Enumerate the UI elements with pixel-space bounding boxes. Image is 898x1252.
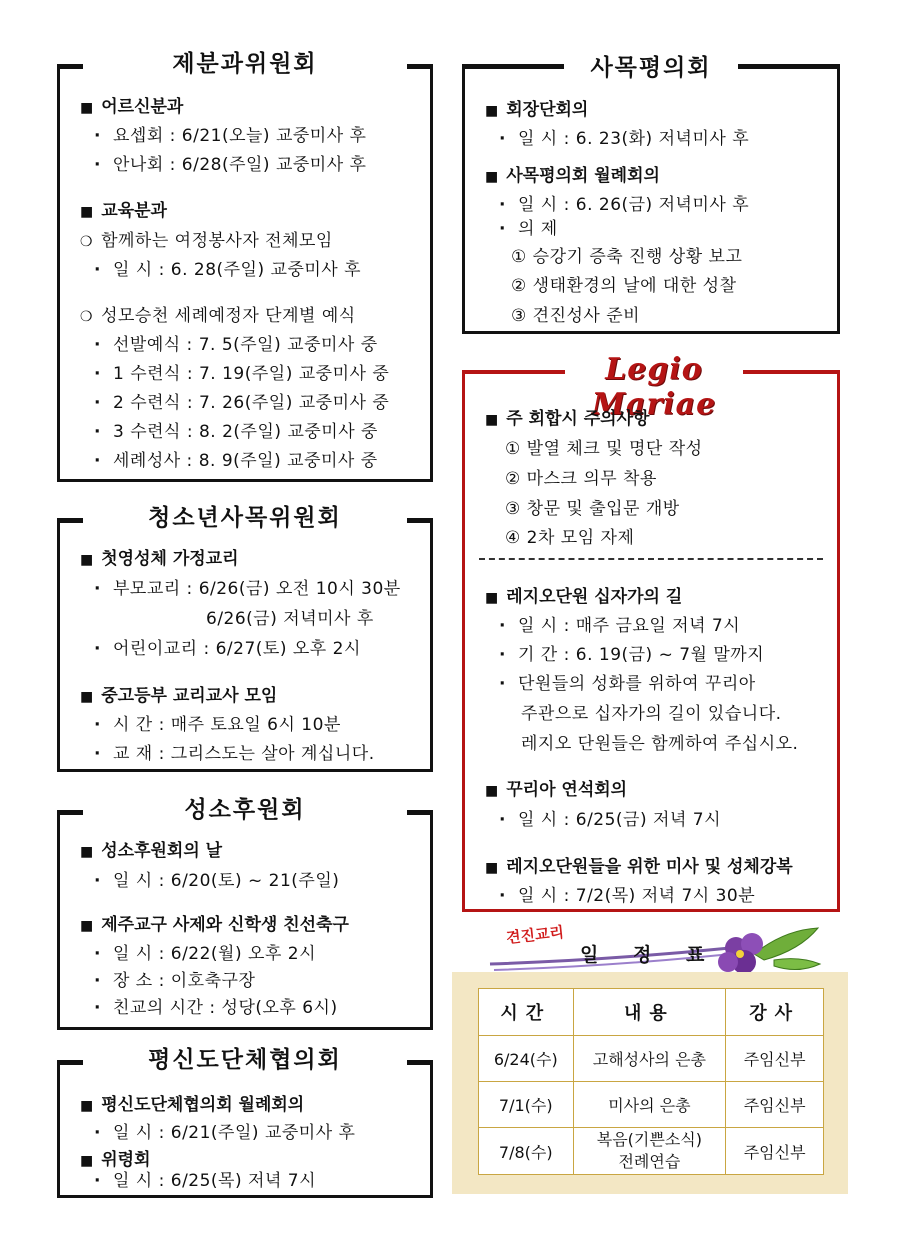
table-row <box>479 1082 824 1128</box>
list-item: · 시 간 : 매주 토요일 6시 10분 <box>94 710 341 735</box>
schedule-header <box>480 918 860 978</box>
list-item: · 의 제 <box>499 214 558 239</box>
list-item: · 세례성사 : 8. 9(주일) 교중미사 중 <box>94 446 378 471</box>
adult-heading: ■ 어르신분과 <box>80 92 183 117</box>
committee-box <box>57 51 433 482</box>
list-item: · 일 시 : 7/2(목) 저녁 7시 30분 <box>499 881 755 906</box>
list-item: · 장 소 : 이호축구장 <box>94 966 255 991</box>
laity-box <box>57 1047 433 1198</box>
agenda-item: ① 승강기 증축 진행 상황 보고 <box>511 247 743 267</box>
list-item: · 요셉회 : 6/21(오늘) 교중미사 후 <box>94 121 366 146</box>
row-content-line: 전례연습 <box>618 1152 681 1171</box>
list-item: · 일 시 : 6/21(주일) 교중미사 후 <box>94 1118 355 1143</box>
edu-sub-heading: ❍ 함께하는 여정봉사자 전체모임 <box>80 226 333 251</box>
notice-item: ③ 창문 및 출입문 개방 <box>505 499 680 519</box>
list-item-continuation: 주관으로 십자가의 길이 있습니다. <box>521 704 782 724</box>
agenda-item: ② 생태환경의 날에 대한 성찰 <box>511 276 737 296</box>
list-item: · 친교의 시간 : 성당(오후 6시) <box>94 993 338 1018</box>
pastoral-title: 사목평의회 <box>465 54 837 82</box>
youth-box <box>57 505 433 772</box>
schedule-title: 일 정 표 <box>580 944 719 966</box>
notice-item: ① 발열 체크 및 명단 작성 <box>505 439 703 459</box>
sacristy-title: 성소후원회 <box>60 796 430 824</box>
schedule-tag: 견진교리 <box>505 923 565 947</box>
list-item: · 일 시 : 6. 23(화) 저녁미사 후 <box>499 124 749 149</box>
laity-heading: ■ 평신도단체협의회 월례회의 <box>80 1090 304 1115</box>
row-content: 미사의 은총 <box>573 1082 726 1128</box>
row-lecturer: 주임신부 <box>726 1128 824 1175</box>
agenda-item: ③ 견진성사 준비 <box>511 306 641 326</box>
row-lecturer: 주임신부 <box>726 1082 824 1128</box>
schedule-panel <box>452 972 848 1194</box>
schedule-table <box>478 988 824 1175</box>
sacristy-box <box>57 797 433 1030</box>
list-item-continuation: 6/26(금) 저녁미사 후 <box>206 609 374 629</box>
list-item: · 3 수련식 : 8. 2(주일) 교중미사 중 <box>94 417 378 442</box>
table-row <box>479 1036 824 1082</box>
list-item: · 일 시 : 매주 금요일 저녁 7시 <box>499 611 740 636</box>
list-item: · 교 재 : 그리스도는 살아 계십니다. <box>94 739 375 764</box>
violet-flower-icon <box>714 920 824 980</box>
header-content: 내용 <box>573 989 726 1036</box>
legio-heading: ■ 레지오단원 십자가의 길 <box>485 582 682 607</box>
header-time: 시간 <box>479 989 574 1036</box>
list-item: · 어린이교리 : 6/27(토) 오후 2시 <box>94 634 361 659</box>
laity-heading: ■ 위령회 <box>80 1145 151 1170</box>
committee-title: 제분과위원회 <box>60 50 430 78</box>
table-header-row <box>479 989 824 1036</box>
legio-mariae-logo: Legio Mariae <box>565 352 743 422</box>
notice-item: ④ 2차 모임 자제 <box>505 528 635 548</box>
youth-heading: ■ 첫영성체 가정교리 <box>80 544 239 569</box>
legio-heading: ■ 레지오단원들을 위한 미사 및 성체강복 <box>485 852 793 877</box>
row-date: 6/24(수) <box>479 1036 574 1082</box>
notice-item: ② 마스크 의무 착용 <box>505 469 657 489</box>
list-item: · 일 시 : 6/22(월) 오후 2시 <box>94 939 316 964</box>
youth-title: 청소년사목위원회 <box>60 504 430 532</box>
list-item: · 일 시 : 6. 28(주일) 교중미사 후 <box>94 255 361 280</box>
pastoral-heading: ■ 사목평의회 월례회의 <box>485 161 660 186</box>
row-lecturer: 주임신부 <box>726 1036 824 1082</box>
laity-title: 평신도단체협의회 <box>60 1046 430 1074</box>
row-content: 고해성사의 은총 <box>573 1036 726 1082</box>
list-item: · 기 간 : 6. 19(금) ~ 7월 말까지 <box>499 640 764 665</box>
youth-heading: ■ 중고등부 교리교사 모임 <box>80 681 277 706</box>
row-date: 7/8(수) <box>479 1128 574 1175</box>
list-item: · 일 시 : 6. 26(금) 저녁미사 후 <box>499 190 749 215</box>
list-item: · 일 시 : 6/20(토) ~ 21(주일) <box>94 866 339 891</box>
dashed-divider <box>479 558 823 560</box>
pastoral-heading: ■ 회장단회의 <box>485 95 588 120</box>
list-item: · 안나회 : 6/28(주일) 교중미사 후 <box>94 150 366 175</box>
list-item: · 2 수련식 : 7. 26(주일) 교중미사 중 <box>94 388 389 413</box>
list-item: · 일 시 : 6/25(금) 저녁 7시 <box>499 805 721 830</box>
header-lecturer: 강사 <box>726 989 824 1036</box>
list-item: · 부모교리 : 6/26(금) 오전 10시 30분 <box>94 574 401 599</box>
list-item: · 일 시 : 6/25(목) 저녁 7시 <box>94 1166 316 1191</box>
legio-heading: ■ 꾸리아 연석회의 <box>485 775 627 800</box>
list-item: · 1 수련식 : 7. 19(주일) 교중미사 중 <box>94 359 389 384</box>
list-item-continuation: 레지오 단원들은 함께하여 주십시오. <box>521 734 799 754</box>
row-content-line: 복음(기쁜소식) <box>596 1130 702 1149</box>
edu-heading: ■ 교육분과 <box>80 196 167 221</box>
sacristy-heading: ■ 성소후원회의 날 <box>80 836 222 861</box>
table-row <box>479 1128 824 1175</box>
edu-sub-heading: ❍ 성모승천 세례예정자 단계별 예식 <box>80 301 356 326</box>
legio-heading: ■ 주 회합시 주의사항 <box>485 404 649 429</box>
pastoral-box <box>462 55 840 334</box>
sacristy-heading: ■ 제주교구 사제와 신학생 친선축구 <box>80 910 349 935</box>
legio-box <box>462 352 840 912</box>
list-item: · 선발예식 : 7. 5(주일) 교중미사 중 <box>94 330 378 355</box>
row-content <box>573 1128 726 1175</box>
row-date: 7/1(수) <box>479 1082 574 1128</box>
list-item: · 단원들의 성화를 위하여 꾸리아 <box>499 669 756 694</box>
